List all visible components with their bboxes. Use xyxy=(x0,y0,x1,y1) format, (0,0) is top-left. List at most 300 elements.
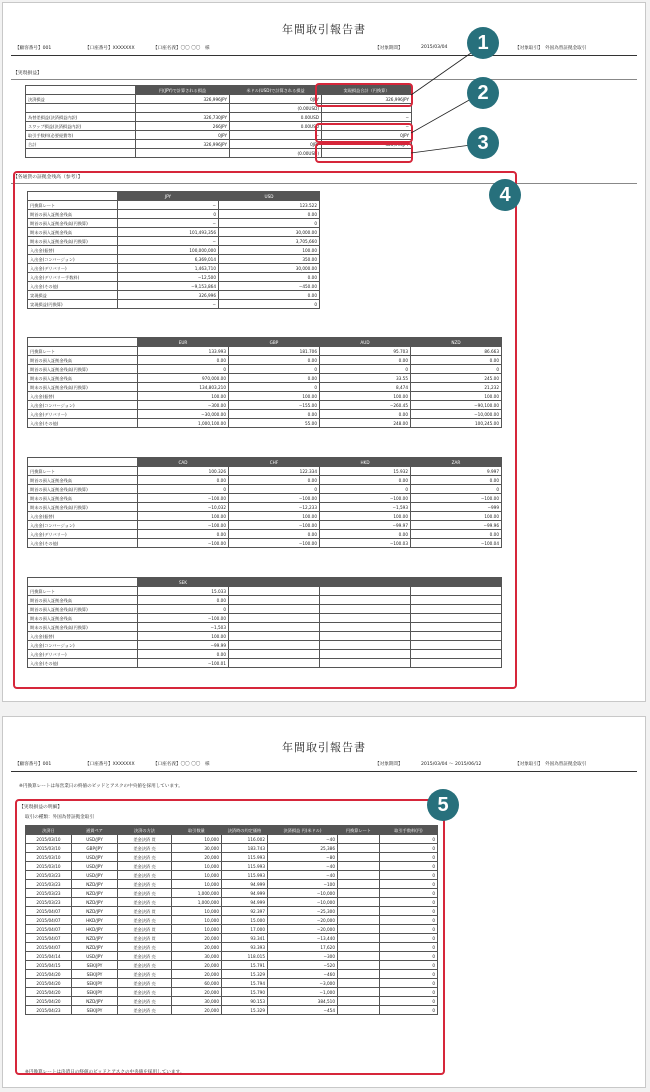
table-cell: 2015/04/20 xyxy=(26,970,72,979)
row-label: 入出金(デリバリー) xyxy=(28,650,138,659)
callout-line-3 xyxy=(411,145,471,153)
callout-line-1 xyxy=(411,53,471,95)
table-cell: 差金決済 売 xyxy=(118,853,172,862)
table-cell: HKD/JPY xyxy=(72,925,118,934)
table-cell: 326,996 xyxy=(118,291,219,300)
column-header: 円換算レート xyxy=(338,826,380,835)
table-cell: 0.00 xyxy=(219,291,320,300)
table-cell: NZD/JPY xyxy=(72,889,118,898)
table-cell: 15.932 xyxy=(320,467,411,476)
table-cell: −450.00 xyxy=(219,282,320,291)
table-cell: 15.329 xyxy=(222,970,268,979)
row-label: 期末の預入証拠金残高 xyxy=(28,614,138,623)
row-label: 入出金(コンバージョン) xyxy=(28,255,118,264)
row-label: 入出金(その他) xyxy=(28,282,118,291)
row-label: 円換算レート xyxy=(28,467,138,476)
table-cell: 100.326 xyxy=(138,467,229,476)
table-cell: NZD/JPY xyxy=(72,934,118,943)
row-label: 入出金(デリバリー手数料) xyxy=(28,273,118,282)
table-cell: 0.00 xyxy=(320,530,411,539)
table-cell: 差金決済 売 xyxy=(118,916,172,925)
callout-badge-3: 3 xyxy=(467,127,499,159)
callout-line-2 xyxy=(411,99,471,133)
column-header: JPY xyxy=(118,192,219,201)
table-cell: (0.00USD) xyxy=(230,104,322,113)
table-cell: − xyxy=(230,131,322,140)
table-cell: 0 xyxy=(138,485,229,494)
table-cell: −100.00 xyxy=(229,494,320,503)
table-cell: −100.00 xyxy=(138,539,229,548)
row-label: 期首の預入証拠金残高 xyxy=(28,210,118,219)
row-label: 期末の預入証拠金残高(円換算) xyxy=(28,237,118,246)
row-label: 入出金(振替) xyxy=(28,632,138,641)
table-cell: 970,000.00 xyxy=(138,374,229,383)
table-cell: 差金決済 売 xyxy=(118,898,172,907)
table-cell: USD/JPY xyxy=(72,862,118,871)
row-label: 入出金(コンバージョン) xyxy=(28,401,138,410)
customer-number: 【顧客番号】001 xyxy=(15,46,52,51)
account-number: 【口座番号】XXXXXXX xyxy=(85,46,135,51)
period-value: 2015/03/04 xyxy=(421,45,448,50)
table-cell: USD/JPY xyxy=(72,835,118,844)
column-header: 円(JPY)で計算される損益 xyxy=(136,86,230,95)
column-header: SEK xyxy=(138,578,229,587)
table-cell: 33.55 xyxy=(320,374,411,383)
table-cell: −99.99 xyxy=(138,641,229,650)
table-cell: 10,000 xyxy=(172,880,222,889)
table-cell: −10,000 xyxy=(268,898,338,907)
row-label: 期末の預入証拠金残高(円換算) xyxy=(28,623,138,632)
table-cell: 134,803,210 xyxy=(138,383,229,392)
table-cell: 15.791 xyxy=(222,961,268,970)
table-cell: 0 xyxy=(380,943,438,952)
table-cell: 133.993 xyxy=(138,347,229,356)
table-cell: 0.00 xyxy=(320,476,411,485)
row-label: 期首の預入証拠金残高 xyxy=(28,356,138,365)
table-cell: SEK/JPY xyxy=(72,1006,118,1015)
table-cell: 115.993 xyxy=(222,853,268,862)
table-cell: 2015/04/20 xyxy=(26,997,72,1006)
table-cell: NZD/JPY xyxy=(72,907,118,916)
period-value: 2015/03/04 〜 2015/06/12 xyxy=(421,762,482,767)
table-cell: 10,000 xyxy=(172,835,222,844)
table-cell: 15.033 xyxy=(138,587,229,596)
table-cell: 2015/03/10 xyxy=(26,844,72,853)
table-cell: 25,386 xyxy=(268,844,338,853)
table-cell: 100.00 xyxy=(138,512,229,521)
table-cell: 0JPY xyxy=(230,140,322,149)
column-header: GBP xyxy=(229,338,320,347)
table-cell: −1,503 xyxy=(138,623,229,632)
table-cell: 差金決済 買 xyxy=(118,934,172,943)
table-cell: 差金決済 売 xyxy=(118,970,172,979)
table-cell: 0 xyxy=(380,979,438,988)
table-cell: 30,000 xyxy=(172,997,222,1006)
table-cell: 0 xyxy=(320,365,411,374)
table-cell: 2015/04/20 xyxy=(26,988,72,997)
table-cell: − xyxy=(118,300,219,309)
table-cell: 差金決済 売 xyxy=(118,988,172,997)
table-cell: −100.00 xyxy=(320,494,411,503)
page-title: 年間取引報告書 xyxy=(282,741,366,754)
table-cell: NZD/JPY xyxy=(72,997,118,1006)
row-label: 円換算レート xyxy=(28,201,118,210)
table-cell: 20,000 xyxy=(172,1006,222,1015)
callout-lines xyxy=(3,3,647,703)
table-cell: 0 xyxy=(138,605,229,614)
table-cell: 10,000 xyxy=(172,907,222,916)
table-cell: 0 xyxy=(380,997,438,1006)
table-cell: −40 xyxy=(268,862,338,871)
target-label: 【対象取引】 xyxy=(515,46,543,51)
table-cell: 0 xyxy=(380,862,438,871)
table-cell: 2015/04/07 xyxy=(26,907,72,916)
table-cell: 183.743 xyxy=(222,844,268,853)
report-page-2 xyxy=(2,716,646,1088)
row-label: 円換算レート xyxy=(28,347,138,356)
row-label: 期首の預入証拠金残高(円換算) xyxy=(28,365,138,374)
column-header: 通貨ペア xyxy=(72,826,118,835)
table-cell: −520 xyxy=(268,961,338,970)
table-cell: 0.00 xyxy=(229,410,320,419)
table-cell: 0.00 xyxy=(138,650,229,659)
row-label: 期末の預入証拠金残高 xyxy=(28,374,138,383)
rate-note: ※円換算レートは毎営業日の終値のビッドとアスクの中央値を採用しています。 xyxy=(19,784,183,789)
column-header: 決済の方法 xyxy=(118,826,172,835)
table-cell: 55.00 xyxy=(229,419,320,428)
table-cell: 0 xyxy=(380,961,438,970)
table-cell: 21,232 xyxy=(411,383,502,392)
table-cell: 17.000 xyxy=(222,925,268,934)
table-cell: 15.790 xyxy=(222,988,268,997)
customer-number: 【顧客番号】001 xyxy=(15,762,52,767)
table-cell: −100.00 xyxy=(229,539,320,548)
table-cell: 20,000 xyxy=(172,934,222,943)
table-cell: −100.04 xyxy=(411,539,502,548)
row-label: 入出金(デリバリー) xyxy=(28,410,138,419)
table-cell: GBP/JPY xyxy=(72,844,118,853)
table-cell: 326,996JPY xyxy=(322,95,412,104)
row-label: 期末の預入証拠金残高(円換算) xyxy=(28,383,138,392)
table-cell: 15.329 xyxy=(222,1006,268,1015)
highlight-box-5 xyxy=(15,799,445,1075)
table-cell: 差金決済 売 xyxy=(118,952,172,961)
table-cell: 差金決済 売 xyxy=(118,844,172,853)
row-label: 入出金(その他) xyxy=(28,659,138,668)
table-cell: 10,000 xyxy=(172,871,222,880)
period-label: 【対象期間】 xyxy=(375,762,403,767)
table-cell: 94.999 xyxy=(222,898,268,907)
table-cell: 0.00 xyxy=(411,476,502,485)
table-cell: 0.00 xyxy=(229,356,320,365)
table-cell: 10,000 xyxy=(172,916,222,925)
table-cell: 0.00 xyxy=(411,356,502,365)
table-cell: 100,245.00 xyxy=(411,419,502,428)
table-cell: −3,000 xyxy=(268,979,338,988)
row-label: 期末の預入証拠金残高(円換算) xyxy=(28,503,138,512)
table-cell: 0.00 xyxy=(320,356,411,365)
table-cell: −100.00 xyxy=(138,521,229,530)
table-cell: 100.00 xyxy=(138,392,229,401)
table-cell: 266JPY xyxy=(136,122,230,131)
table-cell: 2015/04/20 xyxy=(26,979,72,988)
table-cell: 326,996JPY xyxy=(322,140,412,149)
table-cell: −100.03 xyxy=(320,539,411,548)
table-cell: −30,000.00 xyxy=(138,410,229,419)
trade-type: 取引の種類：外国為替証拠金取引 xyxy=(25,815,94,820)
table-cell: 0.00 xyxy=(229,476,320,485)
table-cell: −155.00 xyxy=(229,401,320,410)
table-cell: 0.00 xyxy=(229,530,320,539)
table-cell: 181.706 xyxy=(229,347,320,356)
table-cell: 0 xyxy=(380,853,438,862)
target-value: 外国為替証拠金取引 xyxy=(545,762,587,767)
table-cell: −99.96 xyxy=(411,521,502,530)
table-cell: 100.00 xyxy=(219,246,320,255)
table-cell: 1,000,100.00 xyxy=(138,419,229,428)
table-cell: 326,730JPY xyxy=(136,113,230,122)
table-cell: NZD/JPY xyxy=(72,943,118,952)
row-label: 期首の預入証拠金残高 xyxy=(28,596,138,605)
table-cell: 2015/03/10 xyxy=(26,835,72,844)
table-cell: 93.393 xyxy=(222,943,268,952)
table-cell: (0.00USD) xyxy=(230,149,322,158)
table-cell: 17,620 xyxy=(268,943,338,952)
table-cell: − xyxy=(322,122,412,131)
table-cell: 30,000 xyxy=(172,844,222,853)
table-cell: 20,000 xyxy=(172,988,222,997)
table-cell: −20,000 xyxy=(268,916,338,925)
row-label: 実現損益 xyxy=(28,291,118,300)
table-cell: 90.153 xyxy=(222,997,268,1006)
table-cell: NZD/JPY xyxy=(72,898,118,907)
row-label: 入出金(その他) xyxy=(28,539,138,548)
table-cell: −90,100.00 xyxy=(411,401,502,410)
table-cell: NZD/JPY xyxy=(72,880,118,889)
row-label: 円換算レート xyxy=(28,587,138,596)
table-cell: 差金決済 売 xyxy=(118,880,172,889)
table-cell: 差金決済 売 xyxy=(118,871,172,880)
table-cell: 100.00 xyxy=(138,632,229,641)
table-cell: −1,000 xyxy=(268,988,338,997)
table-cell: − xyxy=(118,237,219,246)
table-cell: 92.397 xyxy=(222,907,268,916)
row-label: 合計 xyxy=(26,140,136,149)
column-header: CHF xyxy=(229,458,320,467)
table-cell: 2015/03/23 xyxy=(26,880,72,889)
column-header: 決済時の約定価格 xyxy=(222,826,268,835)
column-header: 実現損益合計（円換算） xyxy=(322,86,412,95)
table-cell: 30,000 xyxy=(172,952,222,961)
table-cell: 差金決済 売 xyxy=(118,862,172,871)
table-cell: −100.00 xyxy=(411,494,502,503)
table-cell: 94.999 xyxy=(222,889,268,898)
table-cell: SEK/JPY xyxy=(72,979,118,988)
table-cell: 0 xyxy=(380,970,438,979)
column-header: AUD xyxy=(320,338,411,347)
table-cell: 0.00 xyxy=(138,530,229,539)
table-cell: 60,000 xyxy=(172,979,222,988)
table-cell: 115.993 xyxy=(222,871,268,880)
table-cell: 20,000 xyxy=(172,853,222,862)
table-cell: 100.00 xyxy=(320,512,411,521)
callout-badge-1: 1 xyxy=(467,27,499,59)
column-header: HKD xyxy=(320,458,411,467)
table-cell: 2015/04/07 xyxy=(26,943,72,952)
table-cell: 0 xyxy=(380,916,438,925)
table-cell: −100.00 xyxy=(138,494,229,503)
table-cell: −10,032 xyxy=(138,503,229,512)
table-cell: 2015/04/07 xyxy=(26,916,72,925)
table-cell: 123.522 xyxy=(219,201,320,210)
table-cell: 差金決済 売 xyxy=(118,961,172,970)
table-cell: 2015/03/10 xyxy=(26,853,72,862)
pl-section-title: 【実現損益】 xyxy=(13,71,42,76)
column-header: USD xyxy=(219,192,320,201)
table-cell: SEK/JPY xyxy=(72,988,118,997)
row-label: 期首の預入証拠金残高(円換算) xyxy=(28,219,118,228)
table-cell: 差金決済 売 xyxy=(118,943,172,952)
table-cell: 326,996JPY xyxy=(136,140,230,149)
column-header: ZAR xyxy=(411,458,502,467)
table-cell: 0 xyxy=(380,889,438,898)
table-cell: 0 xyxy=(380,880,438,889)
table-cell: −25,300 xyxy=(268,907,338,916)
table-cell: −300 xyxy=(268,952,338,961)
account-name: 【口座名義】〇〇 〇〇 様 xyxy=(153,46,210,51)
row-label: 期末の預入証拠金残高 xyxy=(28,494,138,503)
table-cell: 20,000 xyxy=(172,970,222,979)
table-cell: −80 xyxy=(268,853,338,862)
row-label: 期末の預入証拠金残高 xyxy=(28,228,118,237)
table-cell: 0 xyxy=(380,835,438,844)
table-cell: 0 xyxy=(411,365,502,374)
table-cell: −10,000 xyxy=(268,889,338,898)
table-cell: 0 xyxy=(380,907,438,916)
table-cell: 0.00 xyxy=(219,210,320,219)
table-cell: 0 xyxy=(138,365,229,374)
page-title: 年間取引報告書 xyxy=(282,23,366,36)
row-label: 入出金(振替) xyxy=(28,392,138,401)
row-label: 入出金(デリバリー) xyxy=(28,264,118,273)
table-cell: 0 xyxy=(380,844,438,853)
table-cell: 245.00 xyxy=(411,374,502,383)
table-cell: 101,493,356 xyxy=(118,228,219,237)
table-cell: −454 xyxy=(268,1006,338,1015)
table-cell: 差金決済 買 xyxy=(118,907,172,916)
period-label: 【対象期間】 xyxy=(375,46,403,51)
table-cell: 10,000 xyxy=(172,925,222,934)
table-cell: − xyxy=(118,201,219,210)
row-label: 入出金(コンバージョン) xyxy=(28,521,138,530)
report-page-1 xyxy=(2,2,646,702)
row-label: 決済損益 xyxy=(26,95,136,104)
table-cell: 0 xyxy=(229,485,320,494)
table-cell: 20,000 xyxy=(172,961,222,970)
row-label: 取引手数料(必要経費等) xyxy=(26,131,136,140)
table-cell: 100.00 xyxy=(229,392,320,401)
table-cell: 0.00 xyxy=(138,356,229,365)
row-label: 入出金(デリバリー) xyxy=(28,530,138,539)
detail-section-title: 【実現損益の明細】 xyxy=(19,805,63,810)
table-cell: 0.00USD xyxy=(230,122,322,131)
table-cell: 0 xyxy=(380,952,438,961)
table-cell: 100.00 xyxy=(411,392,502,401)
footer-note: ※円換算レートは決済日の終値のビッドとアスクの中央値を採用しています。 xyxy=(25,1070,185,1075)
table-cell: 0 xyxy=(229,365,320,374)
column-header: 取引手数料(円) xyxy=(380,826,438,835)
table-cell: 0.00 xyxy=(138,596,229,605)
table-cell: 2015/03/23 xyxy=(26,898,72,907)
table-cell: 248.00 xyxy=(320,419,411,428)
table-cell: 2015/04/14 xyxy=(26,952,72,961)
header-rule xyxy=(11,771,637,772)
table-cell: 95.703 xyxy=(320,347,411,356)
table-cell: −12,500 xyxy=(118,273,219,282)
table-cell: 2015/04/23 xyxy=(26,1006,72,1015)
callout-badge-2: 2 xyxy=(467,77,499,109)
table-cell: −10,000.00 xyxy=(411,410,502,419)
table-cell: 0 xyxy=(219,219,320,228)
column-header: 決済損益 円(米ドル) xyxy=(268,826,338,835)
row-label: 期首の預入証拠金残高 xyxy=(28,476,138,485)
table-cell: 0 xyxy=(380,898,438,907)
row-label: スワップ損益(決済損益内訳) xyxy=(26,122,136,131)
table-cell: 93.341 xyxy=(222,934,268,943)
balance-section-title: 【各通貨の証拠金残高（参考）】 xyxy=(13,175,83,180)
table-cell: 30,000.00 xyxy=(219,228,320,237)
table-cell: 1,463,710 xyxy=(118,264,219,273)
table-cell: 0 xyxy=(380,934,438,943)
table-cell: −260.45 xyxy=(320,401,411,410)
table-cell: −1,593 xyxy=(320,503,411,512)
table-cell: 0 xyxy=(380,1006,438,1015)
table-cell: 384,510 xyxy=(268,997,338,1006)
table-cell: 118.015 xyxy=(222,952,268,961)
row-label: 期首の預入証拠金残高(円換算) xyxy=(28,485,138,494)
table-cell: 0 xyxy=(380,925,438,934)
row-label: 実現損益(円換算) xyxy=(28,300,118,309)
table-cell: 6,369,014 xyxy=(118,255,219,264)
table-cell: 350.00 xyxy=(219,255,320,264)
table-cell: 30,000.00 xyxy=(219,264,320,273)
table-cell: 122.334 xyxy=(229,467,320,476)
target-value: 外国為替証拠金取引 xyxy=(545,46,587,51)
account-number: 【口座番号】XXXXXXX xyxy=(85,762,135,767)
callout-badge-5: 5 xyxy=(427,789,459,821)
callout-badge-4: 4 xyxy=(489,179,521,211)
column-header: 決済日 xyxy=(26,826,72,835)
table-cell: USD/JPY xyxy=(72,871,118,880)
table-cell: 0.00 xyxy=(411,530,502,539)
table-cell: 0 xyxy=(320,485,411,494)
table-cell: − xyxy=(118,219,219,228)
table-cell: 差金決済 買 xyxy=(118,925,172,934)
table-cell: 2015/03/23 xyxy=(26,871,72,880)
table-cell: 差金決済 売 xyxy=(118,1006,172,1015)
table-cell: −99.97 xyxy=(320,521,411,530)
table-cell: 3,705,660 xyxy=(219,237,320,246)
table-cell: − xyxy=(322,113,412,122)
table-cell: −9,153,864 xyxy=(118,282,219,291)
table-cell: −100 xyxy=(268,880,338,889)
table-cell: 2015/04/07 xyxy=(26,925,72,934)
table-cell: 0.00USD xyxy=(230,113,322,122)
table-cell: 差金決済 売 xyxy=(118,997,172,1006)
table-cell: −40 xyxy=(268,871,338,880)
table-cell: −100.00 xyxy=(229,521,320,530)
table-cell: 0.00 xyxy=(229,374,320,383)
